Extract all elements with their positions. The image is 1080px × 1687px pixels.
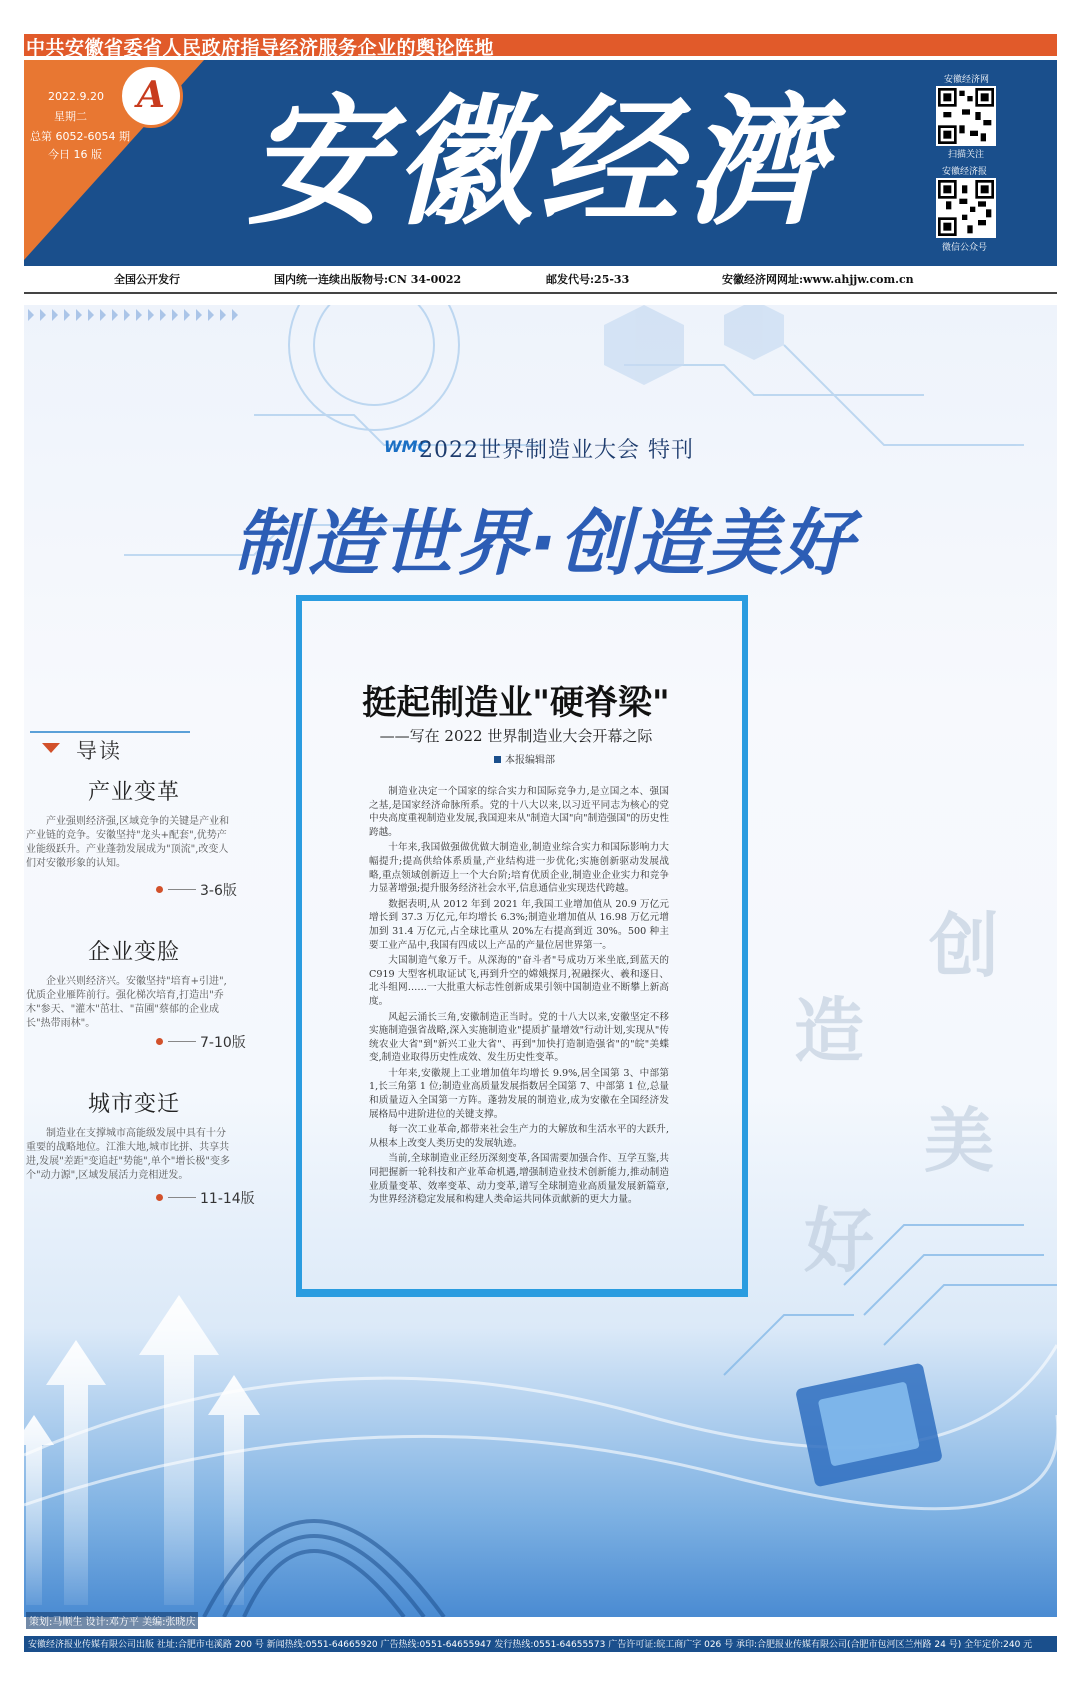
paragraph: 大国制造气象万千。从深海的"奋斗者"号成功万米坐底,到蓝天的 C919 大型客机取证试飞,再到升空的嫦娥探月,祝融探火、羲和逐日、北斗组网……一大批重大标志性创新成果引领中国制造业不断攀上新高度。	[369, 955, 669, 1007]
square-icon	[494, 756, 501, 763]
guide-label: 导读	[76, 739, 122, 763]
guide-pages[interactable]: 3-6版	[200, 883, 237, 899]
special-issue-title: 2022世界制造业大会 特刊	[419, 438, 694, 463]
issue-date: 2022.9.20	[48, 90, 104, 103]
qr-pattern	[938, 180, 994, 236]
guide-heading: 城市变迁	[88, 1092, 181, 1117]
guide-rule	[30, 731, 190, 733]
article-title: 挺起制造业"硬脊梁"	[362, 683, 670, 723]
guide-heading: 企业变脸	[88, 940, 181, 965]
page-count: 今日 16 版	[48, 148, 102, 161]
qr-pattern	[938, 88, 994, 144]
design-credit: 策划:马顺生 设计:邓方平 美编:张晓庆	[26, 1612, 198, 1629]
footer-text: 安徽经济报业传媒有限公司出版 社址:合肥市屯溪路 200 号 新闻热线:0551-64665920 广告热线:0551-64655947 发行热线:0551-64655573 广告许可证:皖工商广字 026 号 承印:合肥报业传媒有限公司(合肥市包河区兰州路 24 号) 全年定价:240 元	[28, 1640, 1033, 1650]
issue-weekday: 星期二	[54, 110, 87, 123]
postal-code: 邮发代号:25-33	[546, 273, 630, 286]
guide-summary: 企业兴则经济兴。安徽坚持"培育+引进",优质企业雁阵前行。强化梯次培育,打造出"乔木"参天、"灌木"茁壮、"苗圃"蔡郁的企业成长"热带雨林"。	[26, 976, 227, 1029]
poster	[24, 305, 1057, 1617]
cn-number: 国内统一连续出版物号:CN 34-0022	[274, 273, 462, 286]
guide-pages[interactable]: 11-14版	[200, 1191, 255, 1207]
guide-pages[interactable]: 7-10版	[200, 1035, 246, 1051]
qr1-label: 安徽经济网	[944, 75, 990, 85]
bg-word: 造	[794, 989, 864, 1072]
paragraph: 十年来,我国做强做优做大制造业,制造业综合实力和国际影响力大幅提升;提高供给体系质量,产业结构进一步优化;实施创新驱动发展战略,重点领域创新迈上一个大台阶;培育优质企业,制造业企业实力和竞争力显著增强;提升服务经济社会水平,信息通信业实现迭代跨越。	[369, 842, 669, 895]
qr2-label: 安徽经济报	[942, 167, 988, 177]
article-subtitle: ——写在 2022 世界制造业大会开幕之际	[379, 727, 653, 745]
qr-code-icon[interactable]	[936, 86, 996, 146]
paragraph: 风起云涌长三角,安徽制造正当时。党的十八大以来,安徽坚定不移实施制造强省战略,深入实施制造业"提质扩量增效"行动计划,实现从"传统农业大省"到"新兴工业大省"、再到"加快打造制造强省"的"皖"美蝶变,制造业取得历史性成效、发生历史性变革。	[369, 1011, 669, 1064]
newspaper-logo: A	[119, 64, 183, 128]
qr1-caption: 扫描关注	[948, 150, 985, 160]
tagline: 中共安徽省委省人民政府指导经济服务企业的舆论阵地	[26, 37, 495, 59]
article-byline	[494, 751, 555, 766]
bg-word: 创	[929, 904, 999, 987]
byline-text: 本报编辑部	[505, 755, 555, 766]
masthead	[24, 60, 1057, 266]
bullet-icon	[156, 886, 163, 893]
bg-word: 美	[924, 1099, 994, 1182]
paragraph: 制造业决定一个国家的综合实力和国际竞争力,是立国之本、强国之基,是国家经济命脉所系。党的十八大以来,以习近平同志为核心的党中央高度重视制造业发展,我国迎来从"制造大国"向"制造强国"的历史性跨越。	[369, 786, 669, 838]
leader-line	[168, 889, 196, 890]
leader-line	[168, 1197, 196, 1198]
website[interactable]: 安徽经济网网址:www.ahjjw.com.cn	[722, 273, 914, 286]
guide-heading: 产业变革	[88, 780, 181, 805]
qr-code-icon[interactable]	[936, 178, 996, 238]
publication-info	[24, 268, 1057, 288]
leader-line	[168, 1041, 196, 1042]
bg-word: 好	[804, 1199, 874, 1282]
qr2-caption: 微信公众号	[942, 243, 988, 253]
triangle-icon	[42, 743, 60, 753]
issue-number: 总第 6052-6054 期	[30, 130, 130, 143]
paragraph: 十年来,安徽规上工业增加值年均增长 9.9%,居全国第 3、中部第 1,长三角第 1 位;制造业高质量发展指数居全国第 7、中部第 1 位,总量和质量迈入全国第一方阵。蓬勃发展的制造业,成为安徽在全国经济发展格局中进阶进位的关键支撑。	[369, 1067, 669, 1120]
divider	[24, 292, 1057, 294]
distribution: 全国公开发行	[114, 273, 180, 286]
bullet-icon	[156, 1038, 163, 1045]
bullet-icon	[156, 1194, 163, 1201]
paragraph: 当前,全球制造业正经历深刻变革,各国需要加强合作、互学互鉴,共同把握新一轮科技和产业革命机遇,增强制造业技术创新能力,推动制造业质量变革、效率变革、动力变革,谱写全球制造业高质量发展新篇章,为世界经济稳定发展和构建人类命运共同体贡献新的更大力量。	[369, 1153, 669, 1206]
wmc-logo: WMC	[384, 437, 430, 456]
paragraph: 数据表明,从 2012 年到 2021 年,我国工业增加值从 20.9 万亿元增长到 37.3 万亿元,年均增长 6.3%;制造业增加值从 16.98 万亿元增加到 31.4 万亿元,占全球比重从 20%左右提高到近 30%。500 种主要工业产品中,我国有四成以上产品的产量位居世界第一。	[369, 898, 669, 951]
paragraph: 每一次工业革命,都带来社会生产力的大解放和生活水平的大跃升,从根本上改变人类历史的发展轨迹。	[369, 1124, 669, 1149]
guide-summary: 产业强则经济强,区域竞争的关键是产业和产业链的竞争。安徽坚持"龙头+配套",优势产业能级跃升。产业蓬勃发展成为"顶流",改变人们对安徽形象的认知。	[26, 816, 230, 869]
newspaper-title: 安徽经濟	[246, 81, 831, 245]
article-body	[369, 785, 669, 1209]
guide-summary: 制造业在支撑城市高能级发展中具有十分重要的战略地位。江淮大地,城市比拼、共享共进,发展"差距"变追赶"势能",单个"增长极"变多个"动力源",区域发展活力竞相迸发。	[26, 1128, 230, 1181]
slogan: 制造世界·创造美好	[233, 501, 855, 585]
